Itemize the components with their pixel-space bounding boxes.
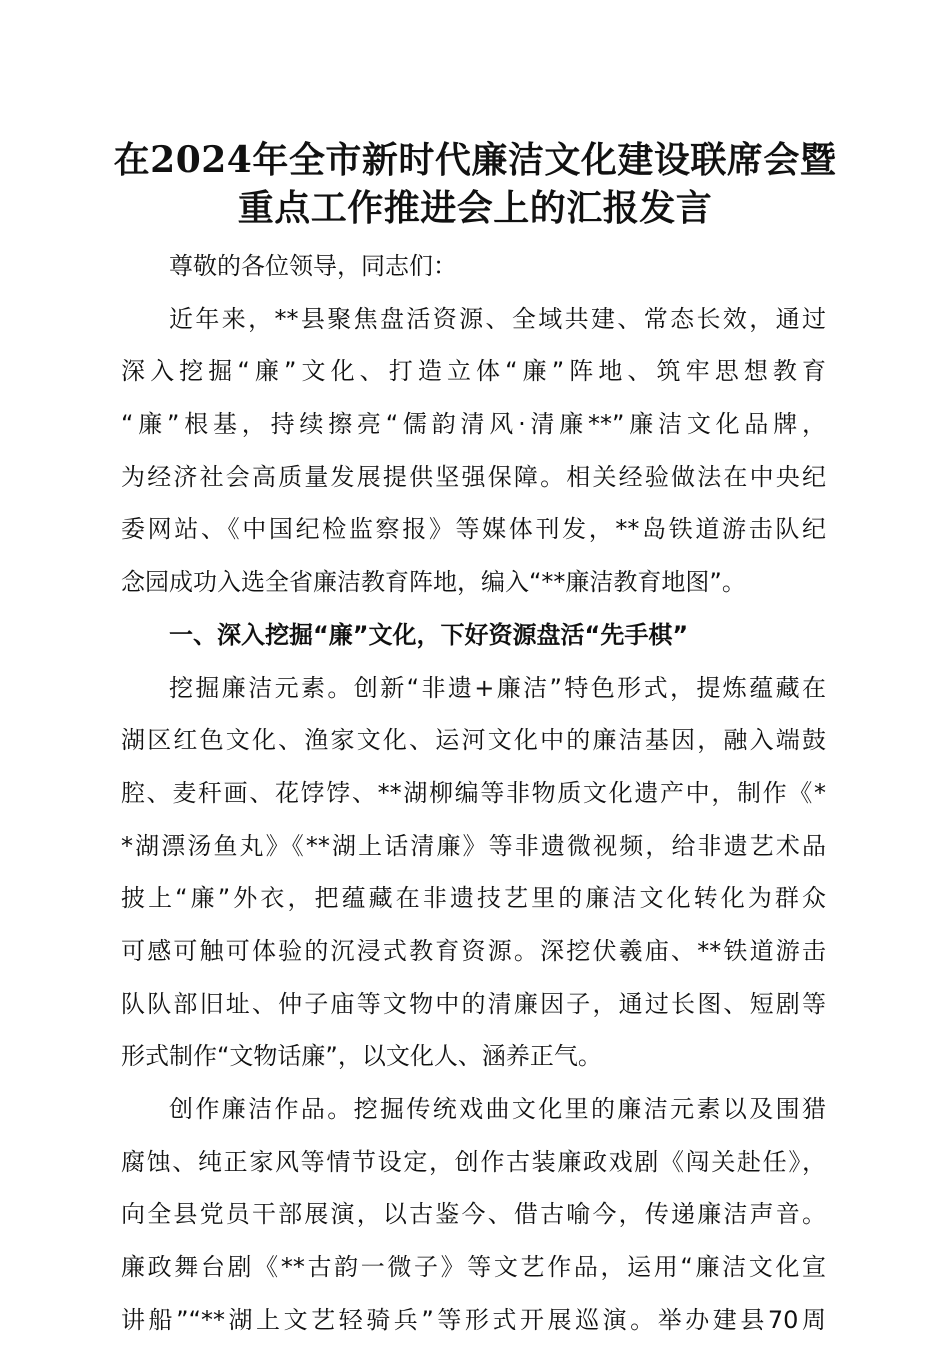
- document-title-line-1: 在2024年全市新时代廉洁文化建设联席会暨: [113, 139, 837, 181]
- paragraph-line: 队队部旧址、仲子庙等文物中的清廉因子，通过长图、短剧等: [121, 989, 826, 1018]
- paragraph-line: 可感可触可体验的沉浸式教育资源。深挖伏羲庙、**铁道游击: [121, 936, 826, 965]
- paragraph-line: 深入挖掘“廉”文化、打造立体“廉”阵地、筑牢思想教育: [121, 357, 826, 386]
- paragraph-line: 念园成功入选全省廉洁教育阵地，编入“**廉洁教育地图”。: [121, 568, 746, 597]
- paragraph-line: 腐蚀、纯正家风等情节设定，创作古装廉政戏剧《闯关赴任》，: [121, 1147, 826, 1176]
- paragraph-line: 委网站、《中国纪检监察报》等媒体刊发，**岛铁道游击队纪: [121, 515, 826, 544]
- paragraph-line: 创作廉洁作品。挖掘传统戏曲文化里的廉洁元素以及围猎: [169, 1095, 826, 1123]
- paragraph-line: 湖区红色文化、渔家文化、运河文化中的廉洁基因，融入端鼓: [121, 726, 826, 755]
- paragraph-line: 近年来，**县聚焦盘活资源、全域共建、常态长效，通过: [169, 304, 826, 333]
- paragraph-line: 尊敬的各位领导，同志们：: [169, 252, 457, 280]
- paragraph-line: 讲船”“**湖上文艺轻骑兵”等形式开展巡演。举办建县70周: [121, 1305, 826, 1334]
- paragraph-line: 腔、麦秆画、花饽饽、**湖柳编等非物质文化遗产中，制作《*: [121, 778, 826, 807]
- paragraph-line: 向全县党员干部展演，以古鉴今、借古喻今，传递廉洁声音。: [121, 1200, 826, 1229]
- paragraph-line: 为经济社会高质量发展提供坚强保障。相关经验做法在中央纪: [121, 462, 826, 491]
- document-title-line-2: 重点工作推进会上的汇报发言: [237, 187, 713, 229]
- paragraph-line: 披上“廉”外衣，把蕴藏在非遗技艺里的廉洁文化转化为群众: [121, 884, 826, 913]
- document-body: [121, 240, 826, 1346]
- paragraph-line: *湖漂汤鱼丸》《**湖上话清廉》等非遗微视频，给非遗艺术品: [121, 831, 826, 860]
- paragraph-line: 廉政舞台剧《**古韵一微子》等文艺作品，运用“廉洁文化宣: [121, 1253, 826, 1282]
- paragraph-line: “廉”根基，持续擦亮“儒韵清风·清廉**”廉洁文化品牌，: [121, 410, 826, 439]
- paragraph-line: 形式制作“文物话廉”，以文化人、涵养正气。: [121, 1042, 602, 1071]
- paragraph-line: 挖掘廉洁元素。创新“非遗+廉洁”特色形式，提炼蕴藏在: [169, 673, 826, 702]
- section-heading: 一、深入挖掘“廉”文化，下好资源盘活“先手棋”: [169, 620, 689, 649]
